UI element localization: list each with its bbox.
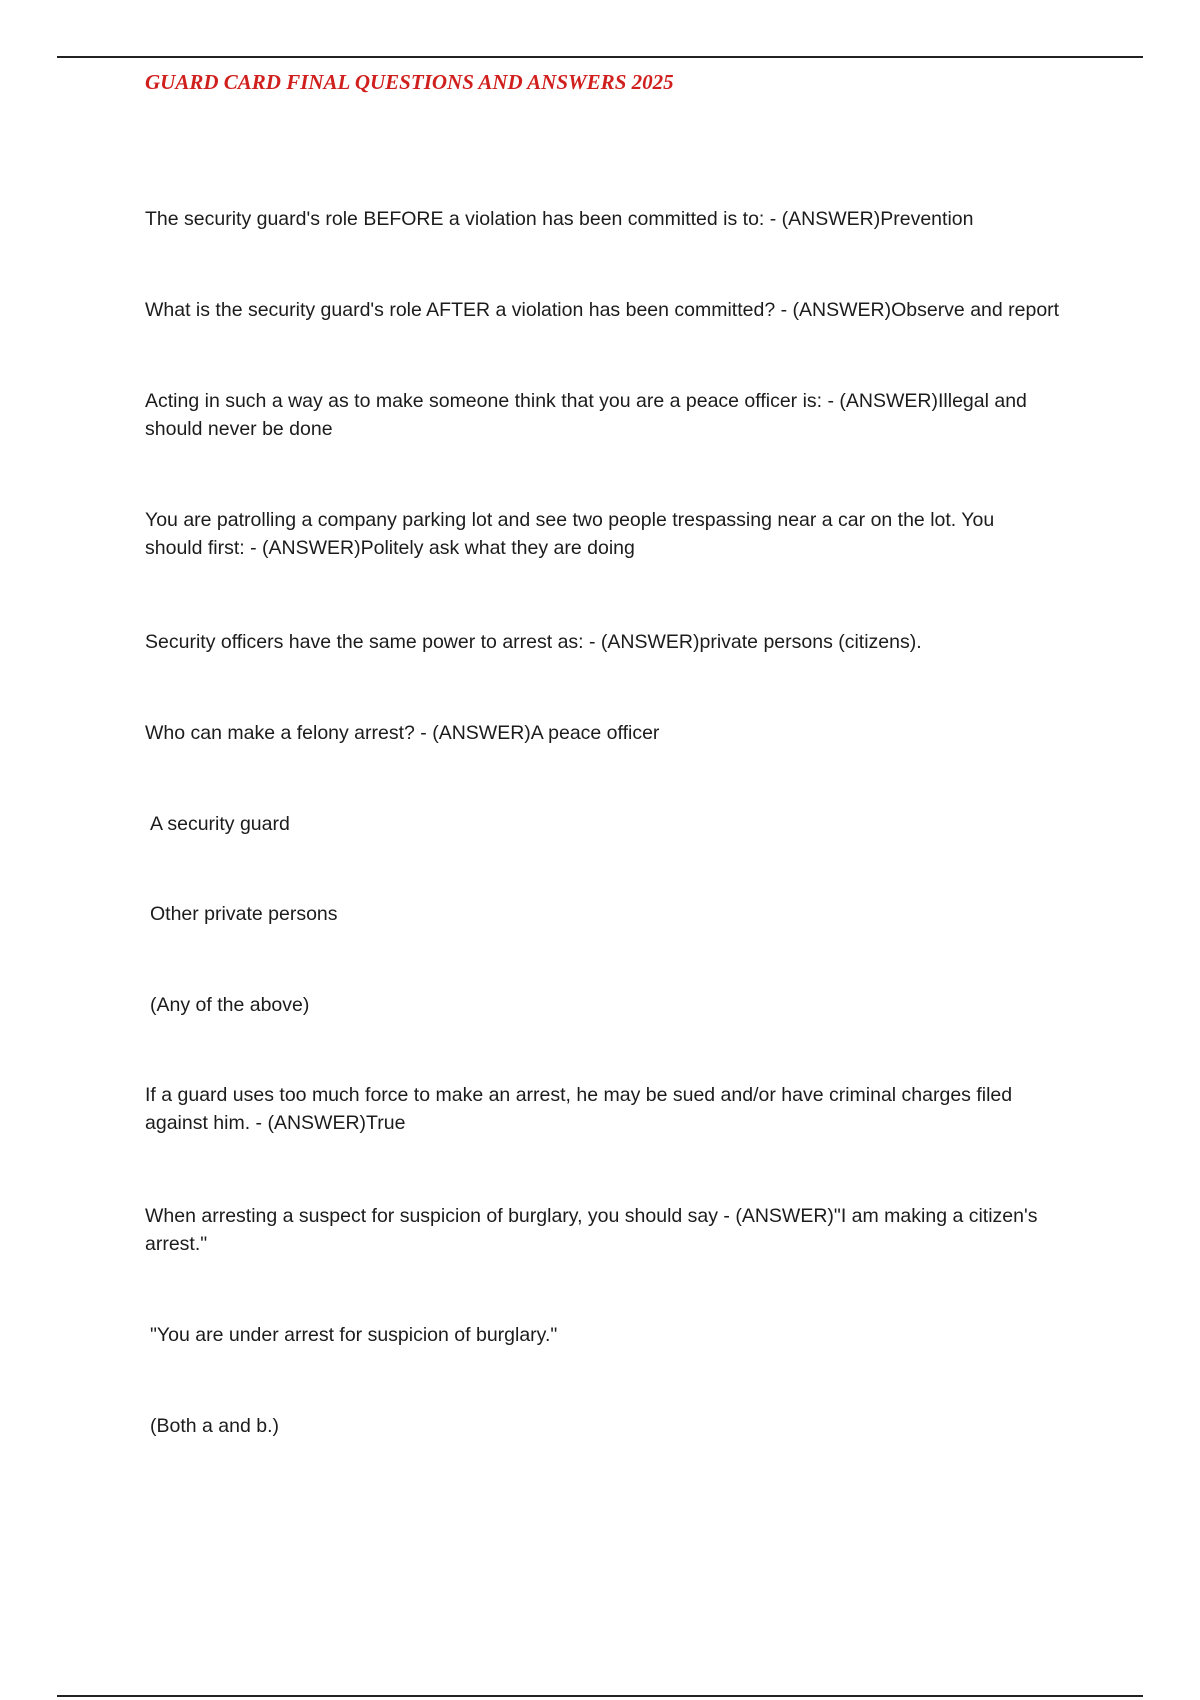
qa-paragraph (145, 296, 1085, 324)
text-line: Security officers have the same power to arrest as: - (ANSWER)private persons (citizens). (145, 631, 922, 653)
document-title: GUARD CARD FINAL QUESTIONS AND ANSWERS 2025 (145, 70, 674, 94)
text-line: The security guard's role BEFORE a violation has been committed is to: - (ANSWER)Prevention (145, 208, 974, 230)
answer-option (150, 810, 1090, 838)
qa-paragraph (145, 205, 1085, 233)
text-line: (Both a and b.) (150, 1415, 279, 1437)
qa-paragraph (145, 506, 1085, 562)
qa-paragraph (145, 719, 1085, 747)
text-line: against him. - (ANSWER)True (145, 1112, 406, 1134)
text-line: should never be done (145, 418, 333, 440)
top-rule (57, 56, 1143, 58)
text-line: arrest." (145, 1233, 208, 1255)
text-line: should first: - (ANSWER)Politely ask what they are doing (145, 537, 635, 559)
qa-paragraph (145, 387, 1085, 443)
text-line: Other private persons (150, 903, 338, 925)
qa-paragraph (145, 1081, 1085, 1137)
text-line: What is the security guard's role AFTER a violation has been committed? - (ANSWER)Observe and report (145, 299, 1060, 321)
text-line: "You are under arrest for suspicion of burglary." (150, 1324, 558, 1346)
text-line: If a guard uses too much force to make an arrest, he may be sued and/or have criminal charges filed (145, 1084, 1013, 1106)
qa-paragraph (145, 628, 1085, 656)
answer-option (150, 1321, 1090, 1349)
text-line: (Any of the above) (150, 994, 310, 1016)
answer-option (150, 900, 1090, 928)
text-line: A security guard (150, 813, 290, 835)
qa-paragraph (145, 1202, 1085, 1258)
text-line: Acting in such a way as to make someone think that you are a peace officer is: - (ANSWER)Illegal and (145, 390, 1027, 412)
text-line: Who can make a felony arrest? - (ANSWER)A peace officer (145, 722, 660, 744)
bottom-rule (57, 1695, 1143, 1697)
answer-option (150, 1412, 1090, 1440)
text-line: You are patrolling a company parking lot and see two people trespassing near a car on the lot. You (145, 509, 995, 531)
text-line: When arresting a suspect for suspicion of burglary, you should say - (ANSWER)"I am making a citizen's (145, 1205, 1038, 1227)
answer-option (150, 991, 1090, 1019)
